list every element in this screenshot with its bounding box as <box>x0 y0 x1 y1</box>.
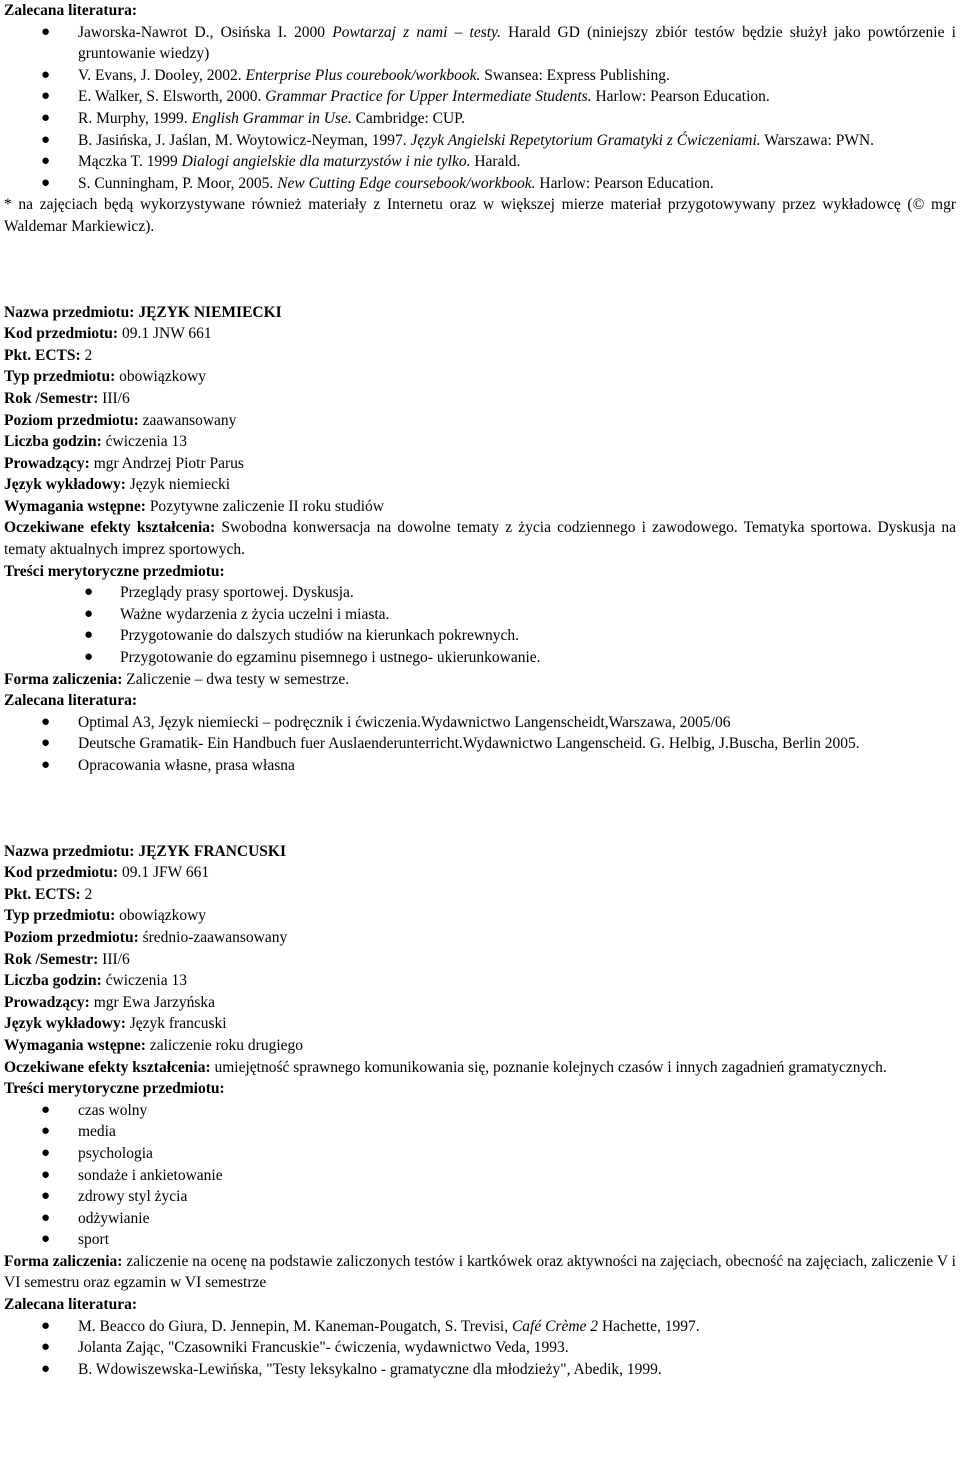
course-level: Poziom przedmiotu: średnio-zaawansowany <box>4 928 288 946</box>
list-item: ● media <box>4 1121 956 1143</box>
bullet-icon: ● <box>41 1339 51 1356</box>
list-item: ● sondaże i ankietowanie <box>4 1165 956 1187</box>
course-type: Typ przedmiotu: obowiązkowy <box>4 907 207 925</box>
course-lit-heading: Zalecana literatura: <box>4 692 138 710</box>
top-lit-heading: Zalecana literatura: <box>4 2 138 19</box>
list-item: ● Przygotowanie do dalszych studiów na kierunkach pokrewnych. <box>4 625 956 647</box>
list-item: ● R. Murphy, 1999. English Grammar in Use. Cambridge: CUP. <box>4 108 956 130</box>
course-ects: Pkt. ECTS: 2 <box>4 346 93 364</box>
course-requirements: Wymagania wstępne: Pozytywne zaliczenie II roku studiów <box>4 497 384 515</box>
course-code: Kod przedmiotu: 09.1 JFW 661 <box>4 864 210 882</box>
bullet-icon: ● <box>41 1166 51 1183</box>
bullet-icon: ● <box>41 713 51 730</box>
course-hours: Liczba godzin: ćwiczenia 13 <box>4 972 187 990</box>
course-content-list <box>4 582 956 668</box>
list-item: ● E. Walker, S. Elsworth, 2000. Grammar Practice for Upper Intermediate Students. Harlow: Pearson Education. <box>4 86 956 108</box>
bullet-icon: ● <box>41 1188 51 1205</box>
course-name: Nazwa przedmiotu: JĘZYK FRANCUSKI <box>4 842 287 860</box>
bullet-icon: ● <box>41 174 51 191</box>
bullet-icon: ● <box>41 153 51 170</box>
bullet-icon: ● <box>41 1144 51 1161</box>
course-lit-list <box>4 1316 956 1381</box>
course-outcomes: Oczekiwane efekty kształcenia: Swobodna konwersacja na dowolne tematy z życia codziennego i zawodowego. Tematyka sportowa. Dyskusja na tematy aktualnych imprez sportowych. <box>4 519 956 559</box>
list-item: ● S. Cunningham, P. Moor, 2005. New Cutting Edge coursebook/workbook. Harlow: Pearson Education. <box>4 173 956 195</box>
course-ects: Pkt. ECTS: 2 <box>4 885 93 903</box>
bullet-icon: ● <box>41 1209 51 1226</box>
list-item: ● M. Beacco do Giura, D. Jennepin, M. Kaneman-Pougatch, S. Trevisi, Café Crème 2 Hachette, 1997. <box>4 1316 956 1338</box>
bullet-icon: ● <box>41 757 51 773</box>
course-lit-heading: Zalecana literatura: <box>4 1296 138 1314</box>
bullet-icon: ● <box>41 735 51 752</box>
bullet-icon: ● <box>41 1123 51 1140</box>
bullet-icon: ● <box>41 1317 51 1334</box>
top-lit-list <box>4 22 956 195</box>
materials-note: * na zajęciach będą wykorzystywane również materiały z Internetu oraz w większej mierze materiał przygotowywany przez wykładowcę (© mgr Waldemar Markiewicz). <box>4 196 956 235</box>
bullet-icon: ● <box>41 1101 51 1118</box>
list-item: ● Przygotowanie do egzaminu pisemnego i ustnego- ukierunkowanie. <box>4 647 956 669</box>
course-language: Język wykładowy: Język niemiecki <box>4 476 231 494</box>
course-outcomes: Oczekiwane efekty kształcenia: umiejętność sprawnego komunikowania się, poznanie kolejnych czasów i innych zagadnień gramatycznych. <box>4 1058 887 1076</box>
bullet-icon: ● <box>84 627 94 644</box>
list-item: ● Jaworska-Nawrot D., Osińska I. 2000 Powtarzaj z nami – testy. Harald GD (niniejszy zbiór testów będzie służył jako powtórzenie i gruntowanie wiedzy) <box>41 23 956 63</box>
bullet-icon: ● <box>41 66 51 83</box>
list-item: ● V. Evans, J. Dooley, 2002. Enterprise Plus courebook/workbook. Swansea: Express Publishing. <box>4 65 956 87</box>
course-lit-list <box>4 712 956 777</box>
list-item: ● Ważne wydarzenia z życia uczelni i miasta. <box>4 604 956 626</box>
course-requirements: Wymagania wstępne: zaliczenie roku drugiego <box>4 1036 304 1054</box>
list-item: ● B. Jasińska, J. Jaślan, M. Woytowicz-Neyman, 1997. Język Angielski Repetytorium Gramatyki z Ćwiczeniami. Warszawa: PWN. <box>4 130 956 152</box>
course-language: Język wykładowy: Język francuski <box>4 1015 227 1033</box>
list-item: ● Optimal A3, Język niemiecki – podręcznik i ćwiczenia.Wydawnictwo Langenscheidt,Warszawa, 2005/06 <box>4 712 956 734</box>
course-name: Nazwa przedmiotu: JĘZYK NIEMIECKI <box>4 303 282 321</box>
course-content-list <box>4 1100 956 1251</box>
course-year-semester: Rok /Semestr: III/6 <box>4 950 130 968</box>
course-niemiecki <box>4 302 956 777</box>
bullet-icon: ● <box>41 23 51 40</box>
list-item: ● Przeglądy prasy sportowej. Dyskusja. <box>4 582 956 604</box>
bullet-icon: ● <box>41 88 51 105</box>
course-level: Poziom przedmiotu: zaawansowany <box>4 411 237 429</box>
list-item: ● odżywianie <box>4 1208 956 1230</box>
bullet-icon: ● <box>41 1231 51 1248</box>
list-item: ● psychologia <box>4 1143 956 1165</box>
list-item: ● Mączka T. 1999 Dialogi angielskie dla maturzystów i nie tylko. Harald. <box>4 151 956 173</box>
bullet-icon: ● <box>84 605 94 622</box>
course-content-heading: Treści merytoryczne przedmiotu: <box>4 562 225 580</box>
course-code: Kod przedmiotu: 09.1 JNW 661 <box>4 325 212 343</box>
course-year-semester: Rok /Semestr: III/6 <box>4 389 130 407</box>
bullet-icon: ● <box>84 649 94 666</box>
course-hours: Liczba godzin: ćwiczenia 13 <box>4 433 187 451</box>
list-item: ● B. Wdowiszewska-Lewińska, "Testy leksykalno - gramatyczne dla młodzieży", Abedik, 1999. <box>4 1359 956 1381</box>
course-francuski <box>4 841 956 1381</box>
bullet-icon: ● <box>41 1360 51 1377</box>
bullet-icon: ● <box>84 584 94 601</box>
course-assessment: Forma zaliczenia: zaliczenie na ocenę na podstawie zaliczonych testów i kartkówek oraz aktywności na zajęciach, obecność na zajęciach, zaliczenie V i VI semestru oraz egzamin w VI semestrze <box>4 1252 956 1292</box>
list-item: ● Jolanta Zając, "Czasowniki Francuskie"- ćwiczenia, wydawnictwo Veda, 1993. <box>4 1337 956 1359</box>
list-item: ● zdrowy styl życia <box>4 1186 956 1208</box>
list-item: ● Opracowania własne, prasa własna <box>4 755 956 777</box>
course-content-heading: Treści merytoryczne przedmiotu: <box>4 1080 225 1098</box>
bullet-icon: ● <box>41 131 51 148</box>
course-assessment: Forma zaliczenia: Zaliczenie – dwa testy w semestrze. <box>4 670 350 688</box>
course-teacher: Prowadzący: mgr Ewa Jarzyńska <box>4 993 216 1011</box>
course-type: Typ przedmiotu: obowiązkowy <box>4 368 207 386</box>
bullet-icon: ● <box>41 109 51 126</box>
list-item: ● Deutsche Gramatik- Ein Handbuch fuer Auslaenderunterricht.Wydawnictwo Langenscheid. G. Helbig, J.Buscha, Berlin 2005. <box>4 733 956 755</box>
course-teacher: Prowadzący: mgr Andrzej Piotr Parus <box>4 454 244 472</box>
list-item: ● sport <box>4 1229 956 1251</box>
list-item: ● czas wolny <box>4 1100 956 1122</box>
